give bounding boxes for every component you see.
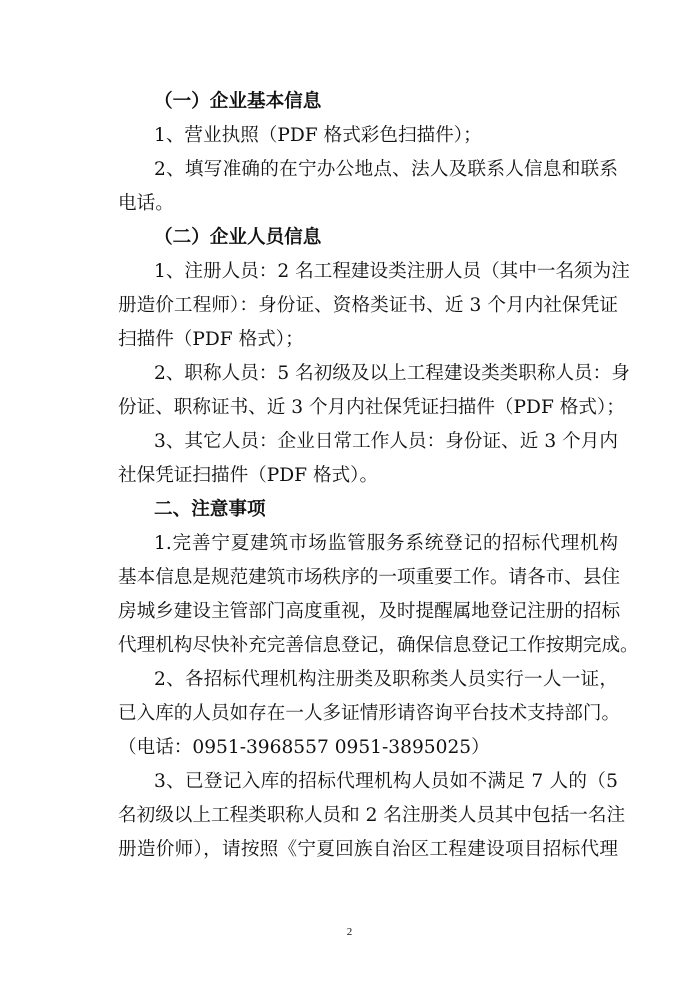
paragraph-line: 册造价师），请按照《宁夏回族自治区工程建设项目招标代理 (118, 839, 618, 860)
section-heading-notes: 二、注意事项 (154, 499, 266, 520)
paragraph-line: 3、已登记入库的招标代理机构人员如不满足 7 人的（5 (154, 771, 618, 792)
page-number: 2 (346, 926, 353, 938)
paragraph-line: 1、注册人员：2 名工程建设类注册人员（其中一名须为注 (154, 261, 630, 282)
paragraph-line: 3、其它人员：企业日常工作人员：身份证、近 3 个月内 (154, 431, 618, 452)
section-heading-enterprise-personnel-info: （二）企业人员信息 (154, 227, 322, 248)
section-heading-enterprise-basic-info: （一）企业基本信息 (154, 91, 322, 112)
paragraph-line: 名初级以上工程类职称人员和 2 名注册类人员其中包括一名注 (118, 805, 626, 826)
paragraph-line: 房城乡建设主管部门高度重视，及时提醒属地登记注册的招标 (118, 601, 621, 622)
paragraph-line: 1、营业执照（PDF 格式彩色扫描件）； (154, 125, 482, 146)
paragraph-line: 2、各招标代理机构注册类及职称类人员实行一人一证， (154, 669, 618, 690)
paragraph-line: 扫描件（PDF 格式）； (118, 329, 304, 350)
paragraph-line: 份证、职称证书、近 3 个月内社保凭证扫描件（PDF 格式）； (118, 397, 625, 418)
paragraph-line: 电话。 (118, 193, 174, 214)
paragraph-line: 已入库的人员如存在一人多证情形请咨询平台技术支持部门。 (118, 703, 621, 724)
paragraph-line: 代理机构尽快补充完善信息登记，确保信息登记工作按期完成。 (118, 635, 639, 656)
paragraph-line: 基本信息是规范建筑市场秩序的一项重要工作。请各市、县住 (118, 567, 621, 588)
paragraph-line: 册造价工程师）：身份证、资格类证书、近 3 个月内社保凭证 (118, 295, 618, 316)
paragraph-line: 2、职称人员：5 名初级及以上工程建设类类职称人员：身 (154, 363, 630, 384)
paragraph-line: 社保凭证扫描件（PDF 格式）。 (118, 465, 379, 486)
paragraph-line: 2、填写准确的在宁办公地点、法人及联系人信息和联系 (154, 159, 618, 180)
contact-phone-line: （电话：0951-3968557 0951-3895025） (118, 737, 490, 758)
paragraph-line: 1.完善宁夏建筑市场监管服务系统登记的招标代理机构 (154, 533, 618, 554)
